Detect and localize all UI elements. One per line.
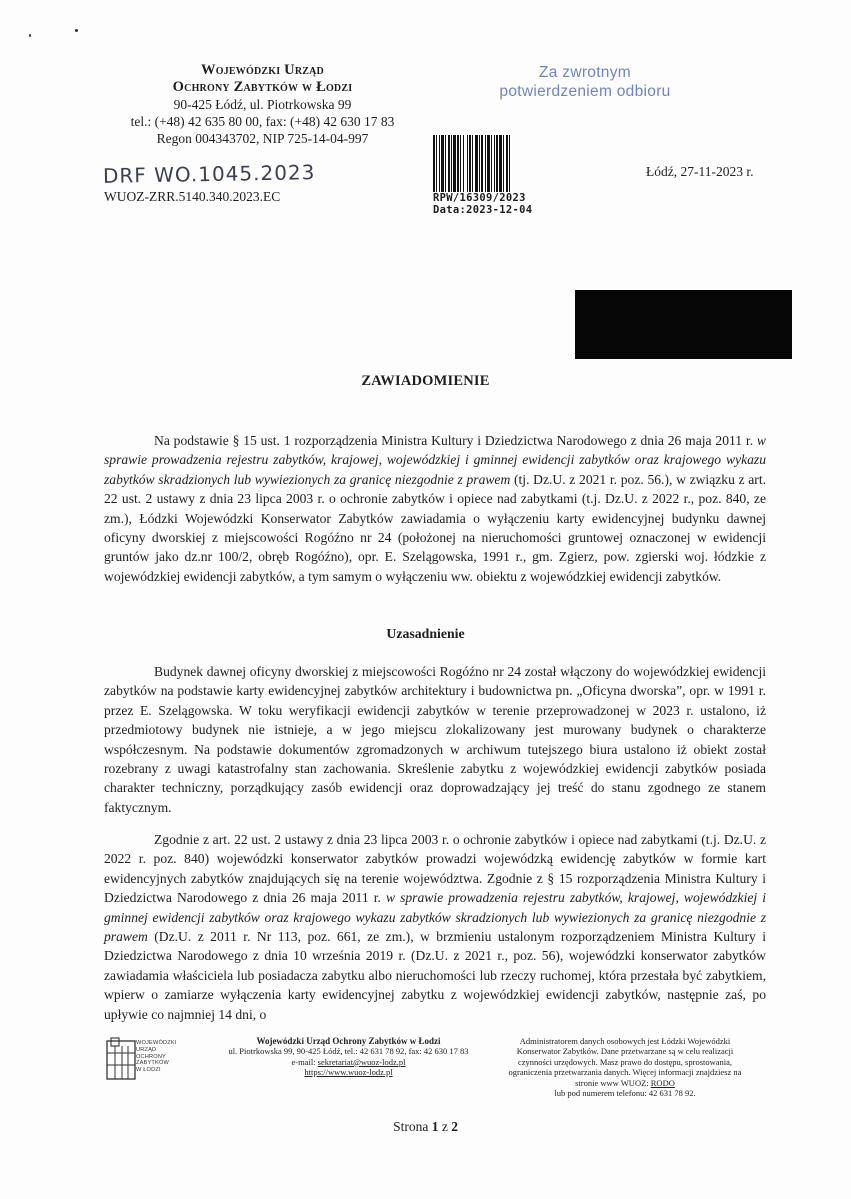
- page-current: 1: [431, 1119, 439, 1134]
- stamp-line2: potwierdzeniem odbioru: [499, 83, 671, 100]
- paragraph-justification-text: Budynek dawnej oficyny dworskiej z miejscowości Rogóźno nr 24 został włączony do wojewódzkiej ewidencji zabytków na podstawie karty ewidencyjnej zabytków architektury i budownictwa pn. „Oficyna dworska”, opr. w 1991 r. przez E. Szelągowska. W toku weryfikacji ewidencji zabytków w terenie przeprowadzonej w 2023 r. ustalono, iż przedmiotowy budynek nie istnieje, a w jego miejscu zlokalizowany jest murowany budynek o charakterze współczesnym. Na podstawie dokumentów zgromadzonych w archiwum tutejszego biura ustalono iż obiekt został rozebrany z uwagi katastrofalny stan zachowania. Skreślenie zabytku z wojewódzkiej ewidencji zabytków posiada charakter techniczny, porządkujący zasób ewidencji oraz doprowadzający jej treść do stanu zgodnego ze stanem faktycznym.: [104, 664, 766, 815]
- logo-text: [136, 1040, 177, 1074]
- footer-contact: [196, 1036, 501, 1078]
- paragraph-justification: [104, 662, 766, 817]
- org-phone: tel.: (+48) 42 635 80 00, fax: (+48) 42 630 17 83: [130, 114, 395, 129]
- org-name-line2: Ochrony Zabytków w Łodzi: [172, 79, 353, 95]
- page-separator: z: [438, 1119, 452, 1134]
- logo-text-line: W ŁODZI: [136, 1067, 161, 1074]
- paragraph-legal-basis: [104, 830, 766, 1024]
- scan-speck: [29, 34, 31, 37]
- redacted-recipient: [575, 290, 792, 359]
- paragraph-legal-text-b: (Dz.U. z 2011 r. Nr 113, poz. 661, ze zm.), w brzmieniu ustalonym rozporządzeniem Ministra Kultury i Dziedzictwa Narodowego z dnia 10 września 2019 r. (Dz.U. z 2021 r., poz. 56), wojewódzki konserwator zabytków zawiadamia właściciela lub posiadacza zabytku albo nieruchomości lub rzeczy ruchomej, która przestała być zabytkiem, wpierw o zamiarze wyłączenia karty ewidencyjnej zabytku z wojewódzkiej ewidencji zabytków, następnie zaś, po upływie co najmniej 14 dni, o: [104, 929, 766, 1022]
- paragraph-legal-text-a: Zgodnie z art. 22 ust. 2 ustawy z dnia 23 lipca 2003 r. o ochronie zabytków i opiece nad zabytkami (t.j. Dz.U. z 2022 r. poz. 840) wojewódzki konserwator zabytków prowadzi wojewódzką ewidencję zabytków w formie kart ewidencyjnych zabytków znajdujących się na terenie województwa. Zgodnie z § 15 rozporządzenia Ministra Kultury i Dziedzictwa Narodowego z dnia 26 maja 2011 r.: [104, 832, 766, 906]
- stamp-line1: Za zwrotnym: [538, 64, 631, 81]
- page-number: [0, 1119, 851, 1135]
- footer-gdpr-notice: [502, 1036, 748, 1098]
- scan-speck: [75, 29, 78, 32]
- delivery-stamp: [470, 63, 700, 101]
- barcode-code: RPW/16309/2023: [433, 192, 526, 204]
- footer-email-link[interactable]: sekretariat@wuoz-lodz.pl: [317, 1056, 406, 1067]
- document-date: Łódź, 27-11-2023 r.: [646, 164, 754, 179]
- logo-text-line: OCHRONY: [136, 1053, 166, 1060]
- paragraph-notice: [104, 431, 766, 586]
- footer-email-row: [196, 1057, 501, 1067]
- document-title: ZAWIADOMIENIE: [361, 373, 490, 389]
- registry-barcode-label: [433, 135, 548, 216]
- footer-website-link[interactable]: https://www.wuoz-lodz.pl: [304, 1067, 393, 1078]
- footer-email-label: e-mail:: [291, 1056, 318, 1067]
- regulation-title: w sprawie prowadzenia rejestru zabytków, krajowej, wojewódzkiej i gminnej ewidencji zabytków oraz krajowego wykazu zabytków skradzionych lub wywiezionych za granicę niezgodnie z prawem: [104, 433, 766, 487]
- footer-address: ul. Piotrkowska 99, 90-425 Łódź, tel.: 42 631 78 92, fax: 42 630 17 83: [228, 1046, 469, 1057]
- gdpr-phone: lub pod numerem telefonu: 42 631 78 92.: [554, 1088, 696, 1099]
- footer-org-name: Wojewódzki Urząd Ochrony Zabytków w Łodzi: [256, 1036, 441, 1046]
- case-reference: WUOZ-ZRR.5140.340.2023.EC: [104, 189, 281, 204]
- gdpr-link[interactable]: RODO: [650, 1077, 675, 1088]
- section-heading: Uzasadnienie: [386, 626, 465, 641]
- logo-text-line: URZĄD: [136, 1046, 157, 1053]
- org-address: 90-425 Łódź, ul. Piotrkowska 99: [173, 97, 352, 112]
- logo-text-line: ZABYTKÓW: [136, 1060, 169, 1067]
- paragraph-notice-text-b: (tj. Dz.U. z 2021 r. poz. 56.), w związku z art. 22 ust. 2 ustawy z dnia 23 lipca 2003 r. o ochronie zabytków i opiece nad zabytkami (t.j. Dz.U. z 2022 r., poz. 840, ze zm.), Łódzki Wojewódzki Konserwator Zabytków zawiadamia o wyłączeniu karty ewidencyjnej budynku dawnej oficyny dworskiej z miejscowości Rogóźno nr 24 (położonej na nieruchomości gruntowej oznaczonej w ewidencji gruntów jako dz.nr 100/2, obręb Rogóźno), opr. E. Szelągowska, 1991 r., gm. Zgierz, pow. zgierski woj. łódzkie z wojewódzkiej ewidencji zabytków, a tym samym o wyłączeniu ww. obiektu z wojewódzkiej ewidencji zabytków.: [104, 471, 767, 584]
- org-name-line1: Wojewódzki Urząd: [201, 62, 324, 78]
- barcode-bar: [510, 135, 511, 192]
- letterhead: [100, 62, 425, 147]
- page-total: 2: [451, 1119, 458, 1134]
- logo-text-line: WOJEWÓDZKI: [136, 1040, 177, 1046]
- gdpr-text: Administratorem danych osobowych jest Łódzki Wojewódzki Konserwator Zabytków. Dane przetwarzane są w celu realizacji czynności urzędowych. Masz prawo do dostępu, sprostowania, ograniczenia przetwarzania danych. Więcej informacji znajdziesz na stronie www WUOZ:: [508, 1036, 742, 1088]
- page-label: Strona: [393, 1119, 432, 1134]
- regulation-title: w sprawie prowadzenia rejestru zabytków, krajowej, wojewódzkiej i gminnej ewidencji zabytków oraz krajowego wykazu zabytków skradzionych lub wywiezionych za granicę niezgodnie z prawem: [104, 890, 766, 945]
- barcode-image: [433, 135, 548, 192]
- paragraph-notice-text-a: Na podstawie § 15 ust. 1 rozporządzenia Ministra Kultury i Dziedzictwa Narodowego z dnia 26 maja 2011 r.: [154, 433, 757, 448]
- org-regon: Regon 004343702, NIP 725-14-04-997: [156, 131, 369, 146]
- barcode-date: Data:2023-12-04: [433, 204, 533, 216]
- handwritten-annotation: DRF WO.1045.2023: [102, 160, 316, 188]
